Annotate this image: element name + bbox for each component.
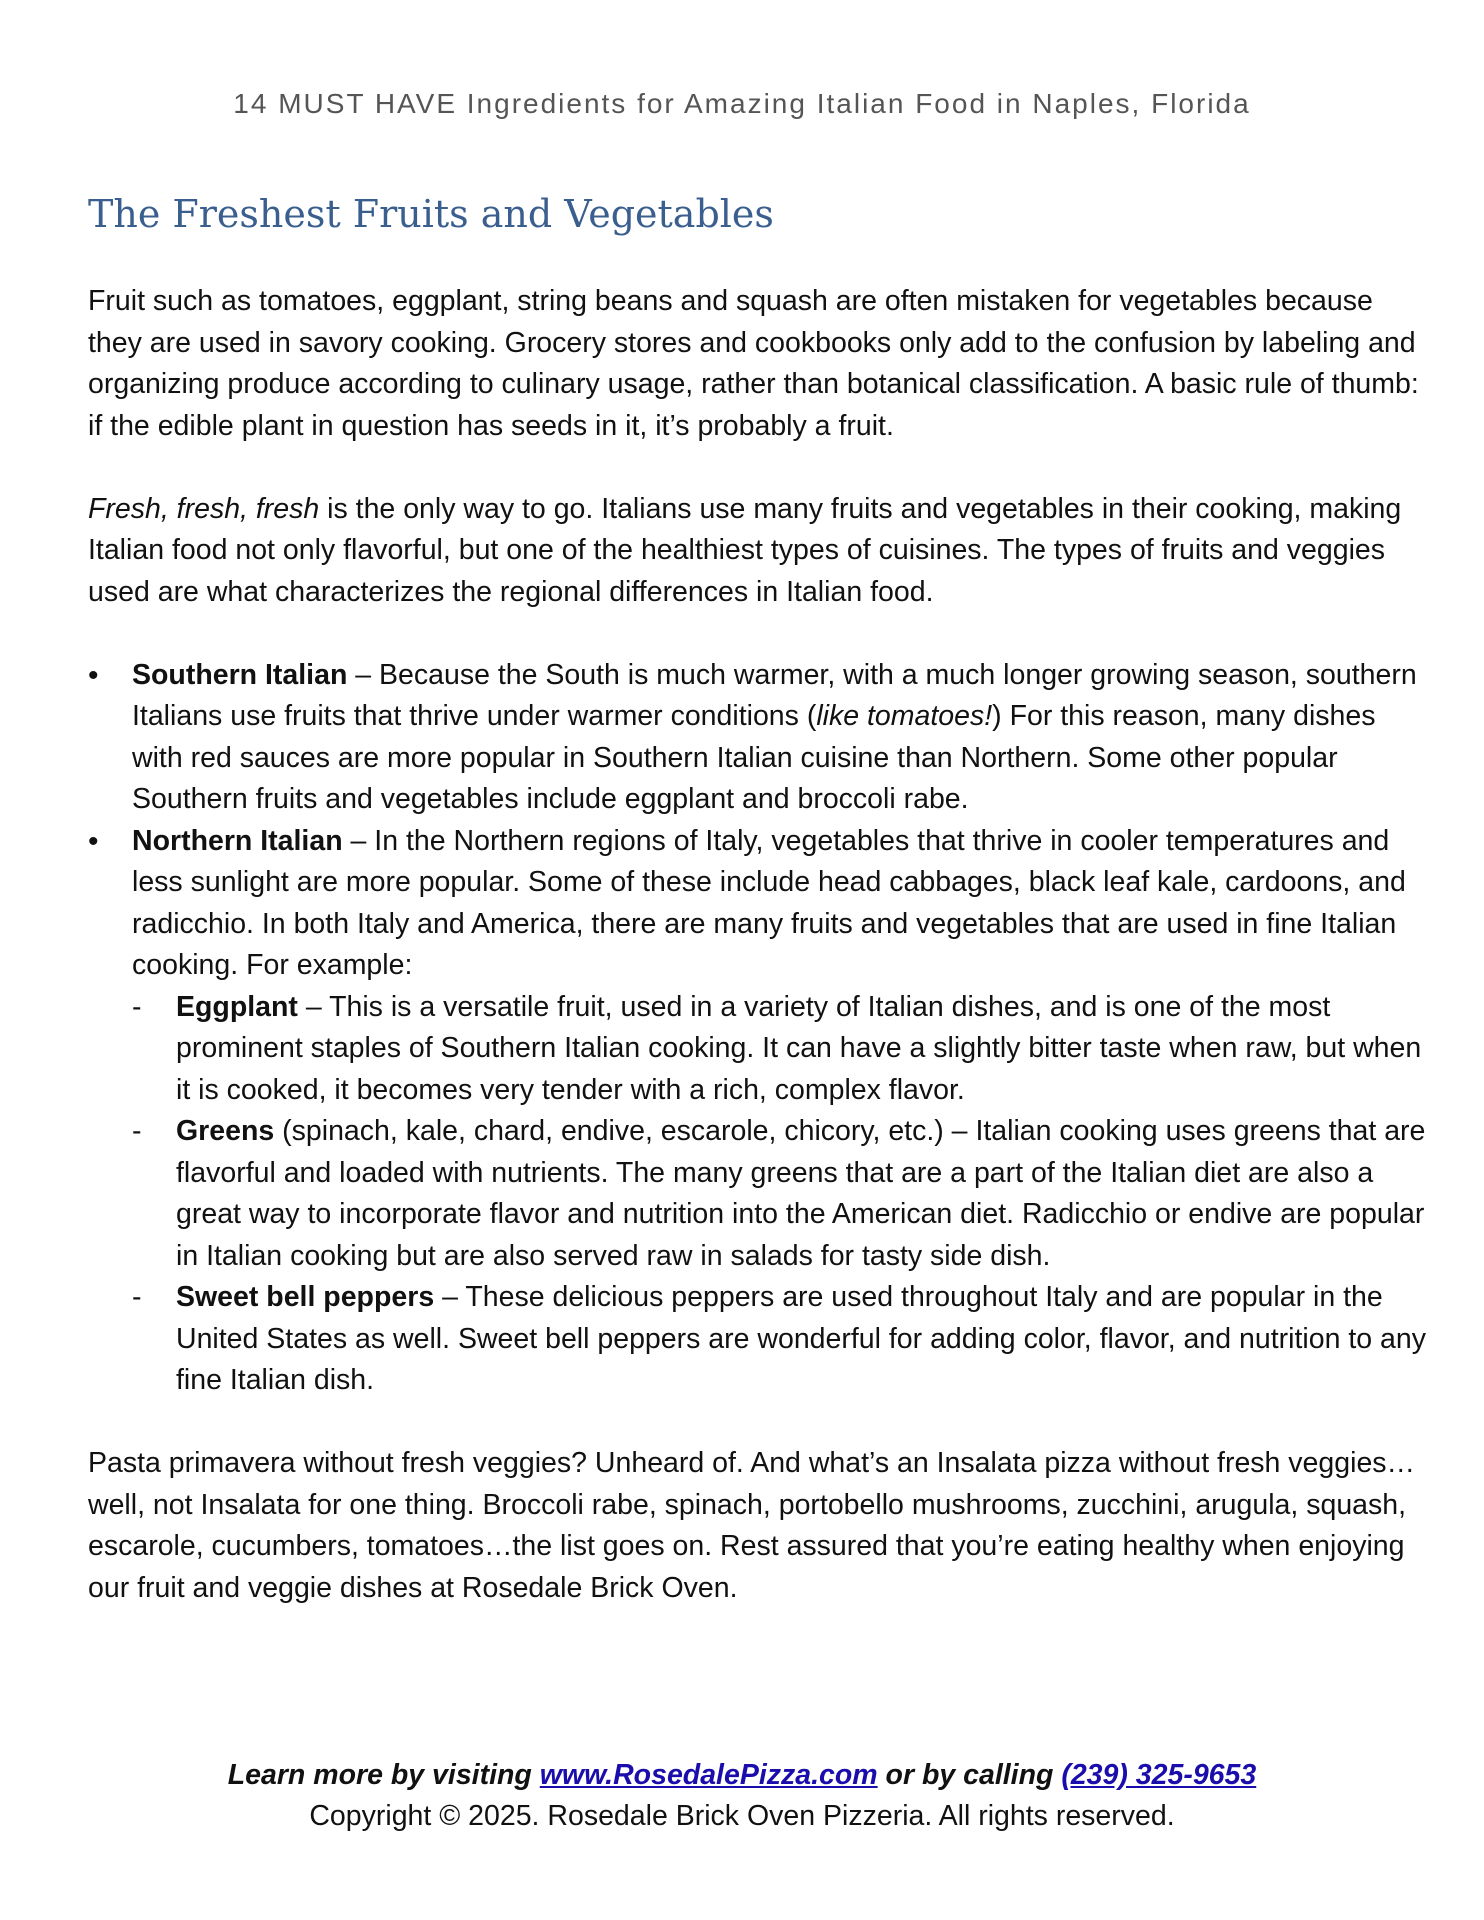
- list-item-term: Eggplant: [176, 990, 298, 1023]
- list-item-text: – Because the South is much warmer, with a much longer growing season, southern Italians use fruits that thrive under warmer conditions (: [132, 658, 1417, 732]
- phone-link[interactable]: (239) 325-9653: [1061, 1759, 1257, 1791]
- list-item-text: (spinach, kale, chard, endive, escarole, chicory, etc.) – Italian cooking uses greens that are flavorful and loaded with nutrients. The many greens that are a part of the Italian diet are also a great way to incorporate flavor and nutrition into the American diet. Radicchio or endive are popular in Italian cooking but are also served raw in salads for tasty side dish.: [176, 1115, 1426, 1272]
- footer: [0, 1755, 1484, 1837]
- region-list: [88, 655, 1428, 1402]
- example-list: [132, 987, 1428, 1402]
- cta-middle: or by calling: [877, 1759, 1062, 1791]
- list-item-northern: [88, 821, 1428, 1402]
- list-item-text: – These delicious peppers are used throughout Italy and are popular in the United States as well. Sweet bell peppers are wonderful for adding color, flavor, and nutrition to any fine Italian dish.: [176, 1281, 1426, 1396]
- list-item-term: Greens: [176, 1115, 275, 1147]
- fresh-emphasis: Fresh, fresh, fresh: [88, 492, 320, 525]
- list-item-term: Sweet bell peppers: [176, 1281, 435, 1313]
- list-item-term: Northern Italian: [132, 824, 343, 857]
- list-item-text: ) For this reason, many dishes with red sauces are more popular in Southern Italian cuisine than Northern. Some other popular Southern fruits and vegetables include eggplant and broccoli rabe.: [132, 700, 1376, 815]
- footer-cta: [0, 1755, 1484, 1796]
- list-item-text: – In the Northern regions of Italy, vegetables that thrive in cooler temperatures and less sunlight are more popular. Some of these include head cabbages, black leaf kale, cardoons, and radicchio. In both Italy and America, there are many fruits and vegetables that are used in fine Italian cooking. For example:: [132, 824, 1406, 981]
- list-item-greens: [132, 1111, 1428, 1277]
- fresh-paragraph: [88, 489, 1428, 614]
- list-item-text: – This is a versatile fruit, used in a variety of Italian dishes, and is one of the most prominent staples of Southern Italian cooking. It can have a slightly bitter taste when raw, but when it is cooked, it becomes very tender with a rich, complex flavor.: [176, 990, 1422, 1106]
- running-header: 14 MUST HAVE Ingredients for Amazing Italian Food in Naples, Florida: [233, 88, 1251, 119]
- copyright-notice: Copyright © 2025. Rosedale Brick Oven Pizzeria. All rights reserved.: [309, 1800, 1175, 1832]
- list-item-term: Southern Italian: [132, 658, 348, 691]
- list-item-italic: like tomatoes!: [816, 700, 993, 732]
- list-item-eggplant: [132, 987, 1428, 1112]
- list-item-peppers: [132, 1277, 1428, 1402]
- list-item-southern: [88, 655, 1428, 821]
- document-body: [88, 281, 1428, 1609]
- section-title: The Freshest Fruits and Vegetables: [88, 192, 774, 236]
- cta-prefix: Learn more by visiting: [227, 1759, 540, 1791]
- intro-paragraph: Fruit such as tomatoes, eggplant, string beans and squash are often mistaken for vegetables because they are used in savory cooking. Grocery stores and cookbooks only add to the confusion by labeling and organizing produce according to culinary usage, rather than botanical classification. A basic rule of thumb: if the edible plant in question has seeds in it, it’s probably a fruit.: [88, 285, 1419, 442]
- website-link[interactable]: www.RosedalePizza.com: [539, 1759, 878, 1791]
- closing-paragraph: Pasta primavera without fresh veggies? Unheard of. And what’s an Insalata pizza without fresh veggies…well, not Insalata for one thing. Broccoli rabe, spinach, portobello mushrooms, zucchini, arugula, squash, escarole, cucumbers, tomatoes…the list goes on. Rest assured that you’re eating healthy when enjoying our fruit and veggie dishes at Rosedale Brick Oven.: [88, 1447, 1416, 1604]
- fresh-text: is the only way to go. Italians use many fruits and vegetables in their cooking, making Italian food not only flavorful, but one of the healthiest types of cuisines. The types of fruits and veggies used are what characterizes the regional differences in Italian food.: [88, 492, 1402, 608]
